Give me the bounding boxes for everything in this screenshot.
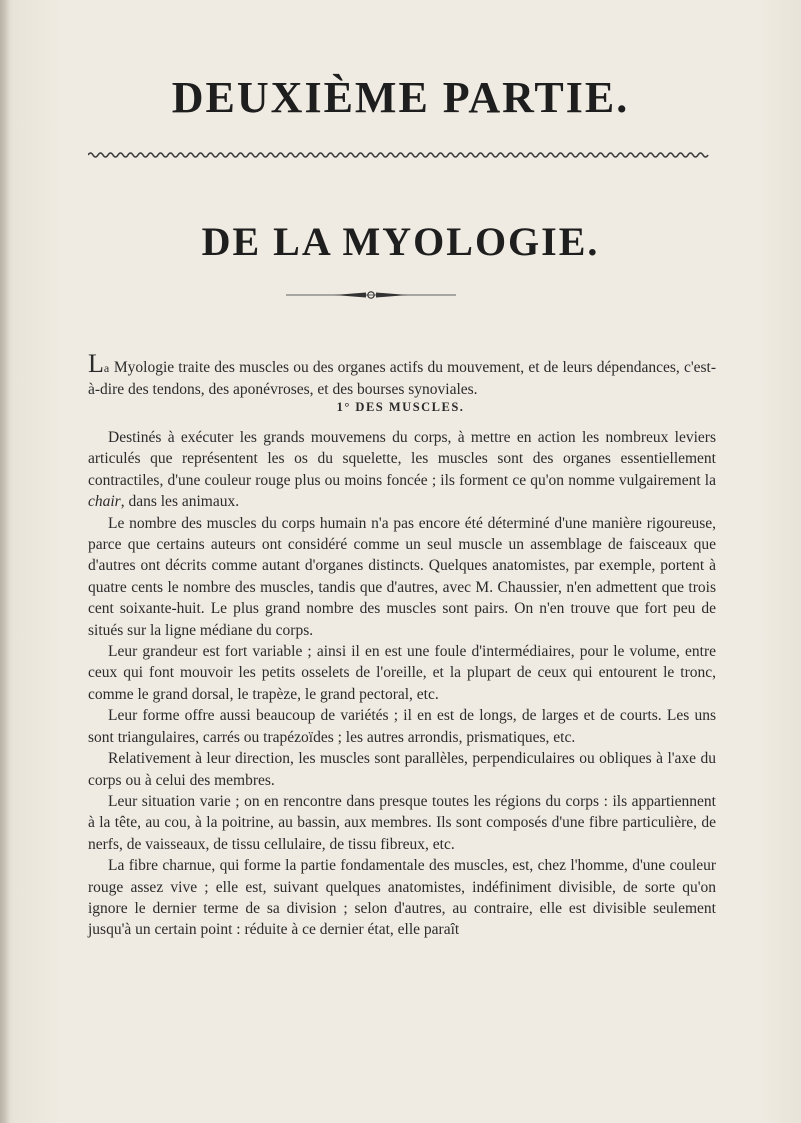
paragraph: La fibre charnue, qui forme la partie fondamentale des muscles, est, chez l'homme, d'une couleur rouge assez vive ; elle est, suivant quelques anatomistes, indéfiniment divisible, de sorte qu'on ignore le dernier terme de sa division ; selon d'autres, au contraire, elle est divisible seulement jusqu'à un certain point : réduite à ce dernier état, elle paraît	[88, 857, 716, 939]
paragraph: Leur forme offre aussi beaucoup de variétés ; il en est de longs, de larges et de courts. Les uns sont triangulaires, carrés ou trapézoïdes ; les autres arrondis, prismatiques, etc.	[88, 707, 716, 746]
section-title: DE LA MYOLOGIE.	[201, 219, 600, 264]
emphasis: chair	[88, 493, 121, 511]
drop-cap: L	[88, 349, 104, 378]
intro-text: Myologie traite des muscles ou des organes actifs du mouvement, et de leurs dépendances, c'est-à-dire des tendons, des aponévroses, et des bourses synoviales.	[88, 359, 716, 399]
paragraph: Le nombre des muscles du corps humain n'a pas encore été déterminé d'une manière rigoureuse, parce que certains auteurs ont considéré comme un seul muscle un assemblage de faisceaux que d'autres ont décrits comme autant d'organes distincts. Quelques anatomistes, par exemple, portent à quatre cents le nombre des muscles, tandis que d'autres, avec M. Chaussier, n'en admettent que trois cent soixante-huit. Le plus grand nombre des muscles sont pairs. On n'en trouve que fort peu de situés sur la ligne médiane du corps.	[88, 514, 716, 639]
part-title: DEUXIÈME PARTIE.	[171, 73, 630, 122]
paragraph: Relativement à leur direction, les muscles sont parallèles, perpendiculaires ou obliques à l'axe du corps ou à celui des membres.	[88, 750, 716, 789]
paragraph: Leur situation varie ; on en rencontre dans presque toutes les régions du corps : ils appartiennent à la tête, au cou, à la poitrine, au bassin, aux membres. Ils sont composés d'une fibre particulière, de nerfs, de vaisseaux, de tissu cellulaire, de tissu fibreux, etc.	[88, 792, 716, 853]
wavy-rule-divider	[88, 150, 710, 160]
intro-smallcaps: a	[103, 361, 110, 375]
ornament-rule	[286, 288, 456, 302]
intro-paragraph	[88, 349, 716, 401]
binding-shadow	[0, 0, 10, 1123]
body-text	[88, 427, 716, 941]
paragraph: Leur grandeur est fort variable ; ainsi il en est une foule d'intermédiaires, pour le volume, entre ceux qui font mouvoir les petits osselets de l'oreille, et la plupart de ceux qui entourent le tronc, comme le grand dorsal, le trapèze, le grand pectoral, etc.	[88, 643, 716, 703]
subheading: 1° DES MUSCLES.	[336, 400, 465, 414]
paragraph: Destinés à exécuter les grands mouvemens du corps, à mettre en action les nombreux leviers articulés que représentent les os du squelette, les muscles sont des organes essentiellement contractiles, d'une couleur rouge plus ou moins foncée ; ils forment ce qu'on nomme vulgairement la chair, dans les animaux.	[88, 429, 716, 511]
